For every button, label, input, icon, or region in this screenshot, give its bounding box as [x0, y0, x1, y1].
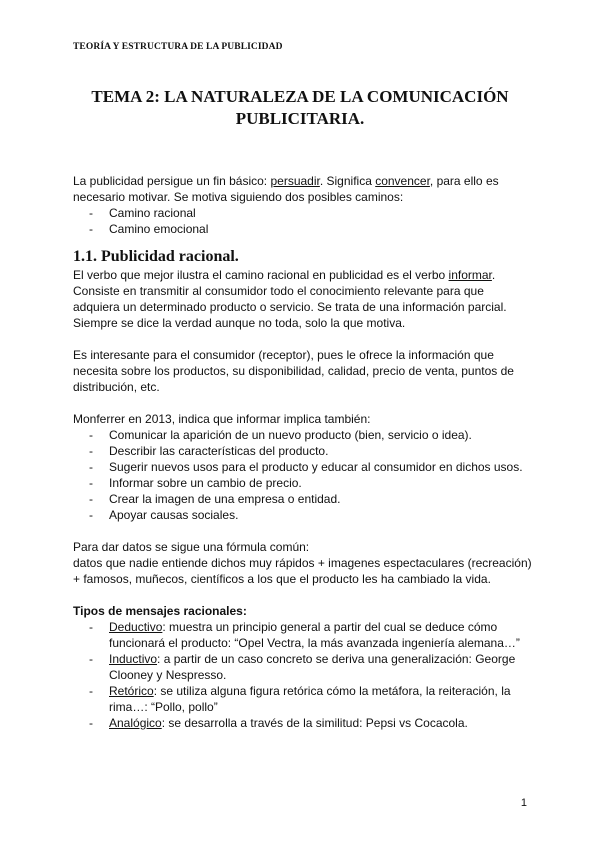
section-paragraph-4 [73, 539, 533, 587]
title-line-1: TEMA 2: LA NATURALEZA DE LA COMUNICACIÓN [91, 87, 509, 106]
list-item: - Informar sobre un cambio de precio. [73, 475, 533, 491]
list-item: - Camino racional [73, 205, 533, 221]
type-desc: : se utiliza alguna figura retórica cómo la metáfora, la reiteración, la rima…: “Pollo, pollo” [109, 684, 511, 714]
type-desc: : muestra un principio general a partir del cual se deduce cómo funcionará el producto: “Opel Vectra, la más avanzada ingeniería alemana…” [109, 620, 520, 650]
implications-list [73, 427, 533, 523]
p1-text-b: . Consiste en transmitir al consumidor todo el conocimiento relevante para que adquiera un determinado producto o servicio. Se trata de una información parcial. Siempre se dice la verdad aunque no toda, solo la que motiva. [73, 268, 507, 330]
keyword-informar: informar [448, 268, 492, 282]
type-term: Analógico [109, 716, 162, 730]
intro-text-c: , para ello es necesario motivar. Se motiva siguiendo dos posibles caminos: [73, 174, 499, 204]
section-paragraph-2: Es interesante para el consumidor (receptor), pues le ofrece la información que necesita sobre los productos, su disponibilidad, calidad, precio de venta, puntos de distribución, etc. [73, 348, 514, 394]
page-title [60, 86, 540, 130]
p4-line-2: datos que nadie entiende dichos muy rápidos + imagenes espectaculares (recreación) + famosos, muñecos, científicos a los que el producto les ha cambiado la vida. [73, 556, 532, 586]
list-item [73, 651, 533, 683]
list-item: - Describir las características del producto. [73, 443, 533, 459]
list-item: - Apoyar causas sociales. [73, 507, 533, 523]
p1-text-a: El verbo que mejor ilustra el camino racional en publicidad es el verbo [73, 268, 449, 282]
intro-text-b: . Significa [319, 174, 376, 188]
intro-paragraph [73, 173, 533, 205]
keyword-convencer: convencer [375, 174, 430, 188]
list-item [73, 715, 533, 731]
type-desc: : se desarrolla a través de la similitud: Pepsi vs Cocacola. [161, 716, 468, 730]
list-item [73, 683, 533, 715]
type-term: Retórico [109, 684, 154, 698]
keyword-persuadir: persuadir [270, 174, 320, 188]
list-item: - Crear la imagen de una empresa o entidad. [73, 491, 533, 507]
running-header: TEORÍA Y ESTRUCTURA DE LA PUBLICIDAD [73, 42, 283, 52]
types-heading: Tipos de mensajes racionales: [73, 604, 247, 618]
type-term: Deductivo [109, 620, 163, 634]
type-desc: : a partir de un caso concreto se deriva una generalización: George Clooney y Nespresso. [109, 652, 516, 682]
p4-line-1: Para dar datos se sigue una fórmula común: [73, 540, 310, 554]
section-heading: 1.1. Publicidad racional. [73, 248, 239, 265]
page-number: 1 [520, 797, 527, 809]
list-item: - Comunicar la aparición de un nuevo producto (bien, servicio o idea). [73, 427, 533, 443]
intro-text-a: La publicidad persigue un fin básico: [73, 174, 271, 188]
section-paragraph-3: Monferrer en 2013, indica que informar implica también: [73, 412, 371, 426]
list-item: - Camino emocional [73, 221, 533, 237]
type-term: Inductivo [109, 652, 158, 666]
list-item: - Sugerir nuevos usos para el producto y educar al consumidor en dichos usos. [73, 459, 533, 475]
paths-list [73, 205, 533, 237]
document-body [73, 173, 533, 731]
message-types-list [73, 619, 533, 731]
section-paragraph-1 [73, 267, 533, 331]
title-line-2: PUBLICITARIA. [235, 109, 365, 128]
list-item [73, 619, 533, 651]
